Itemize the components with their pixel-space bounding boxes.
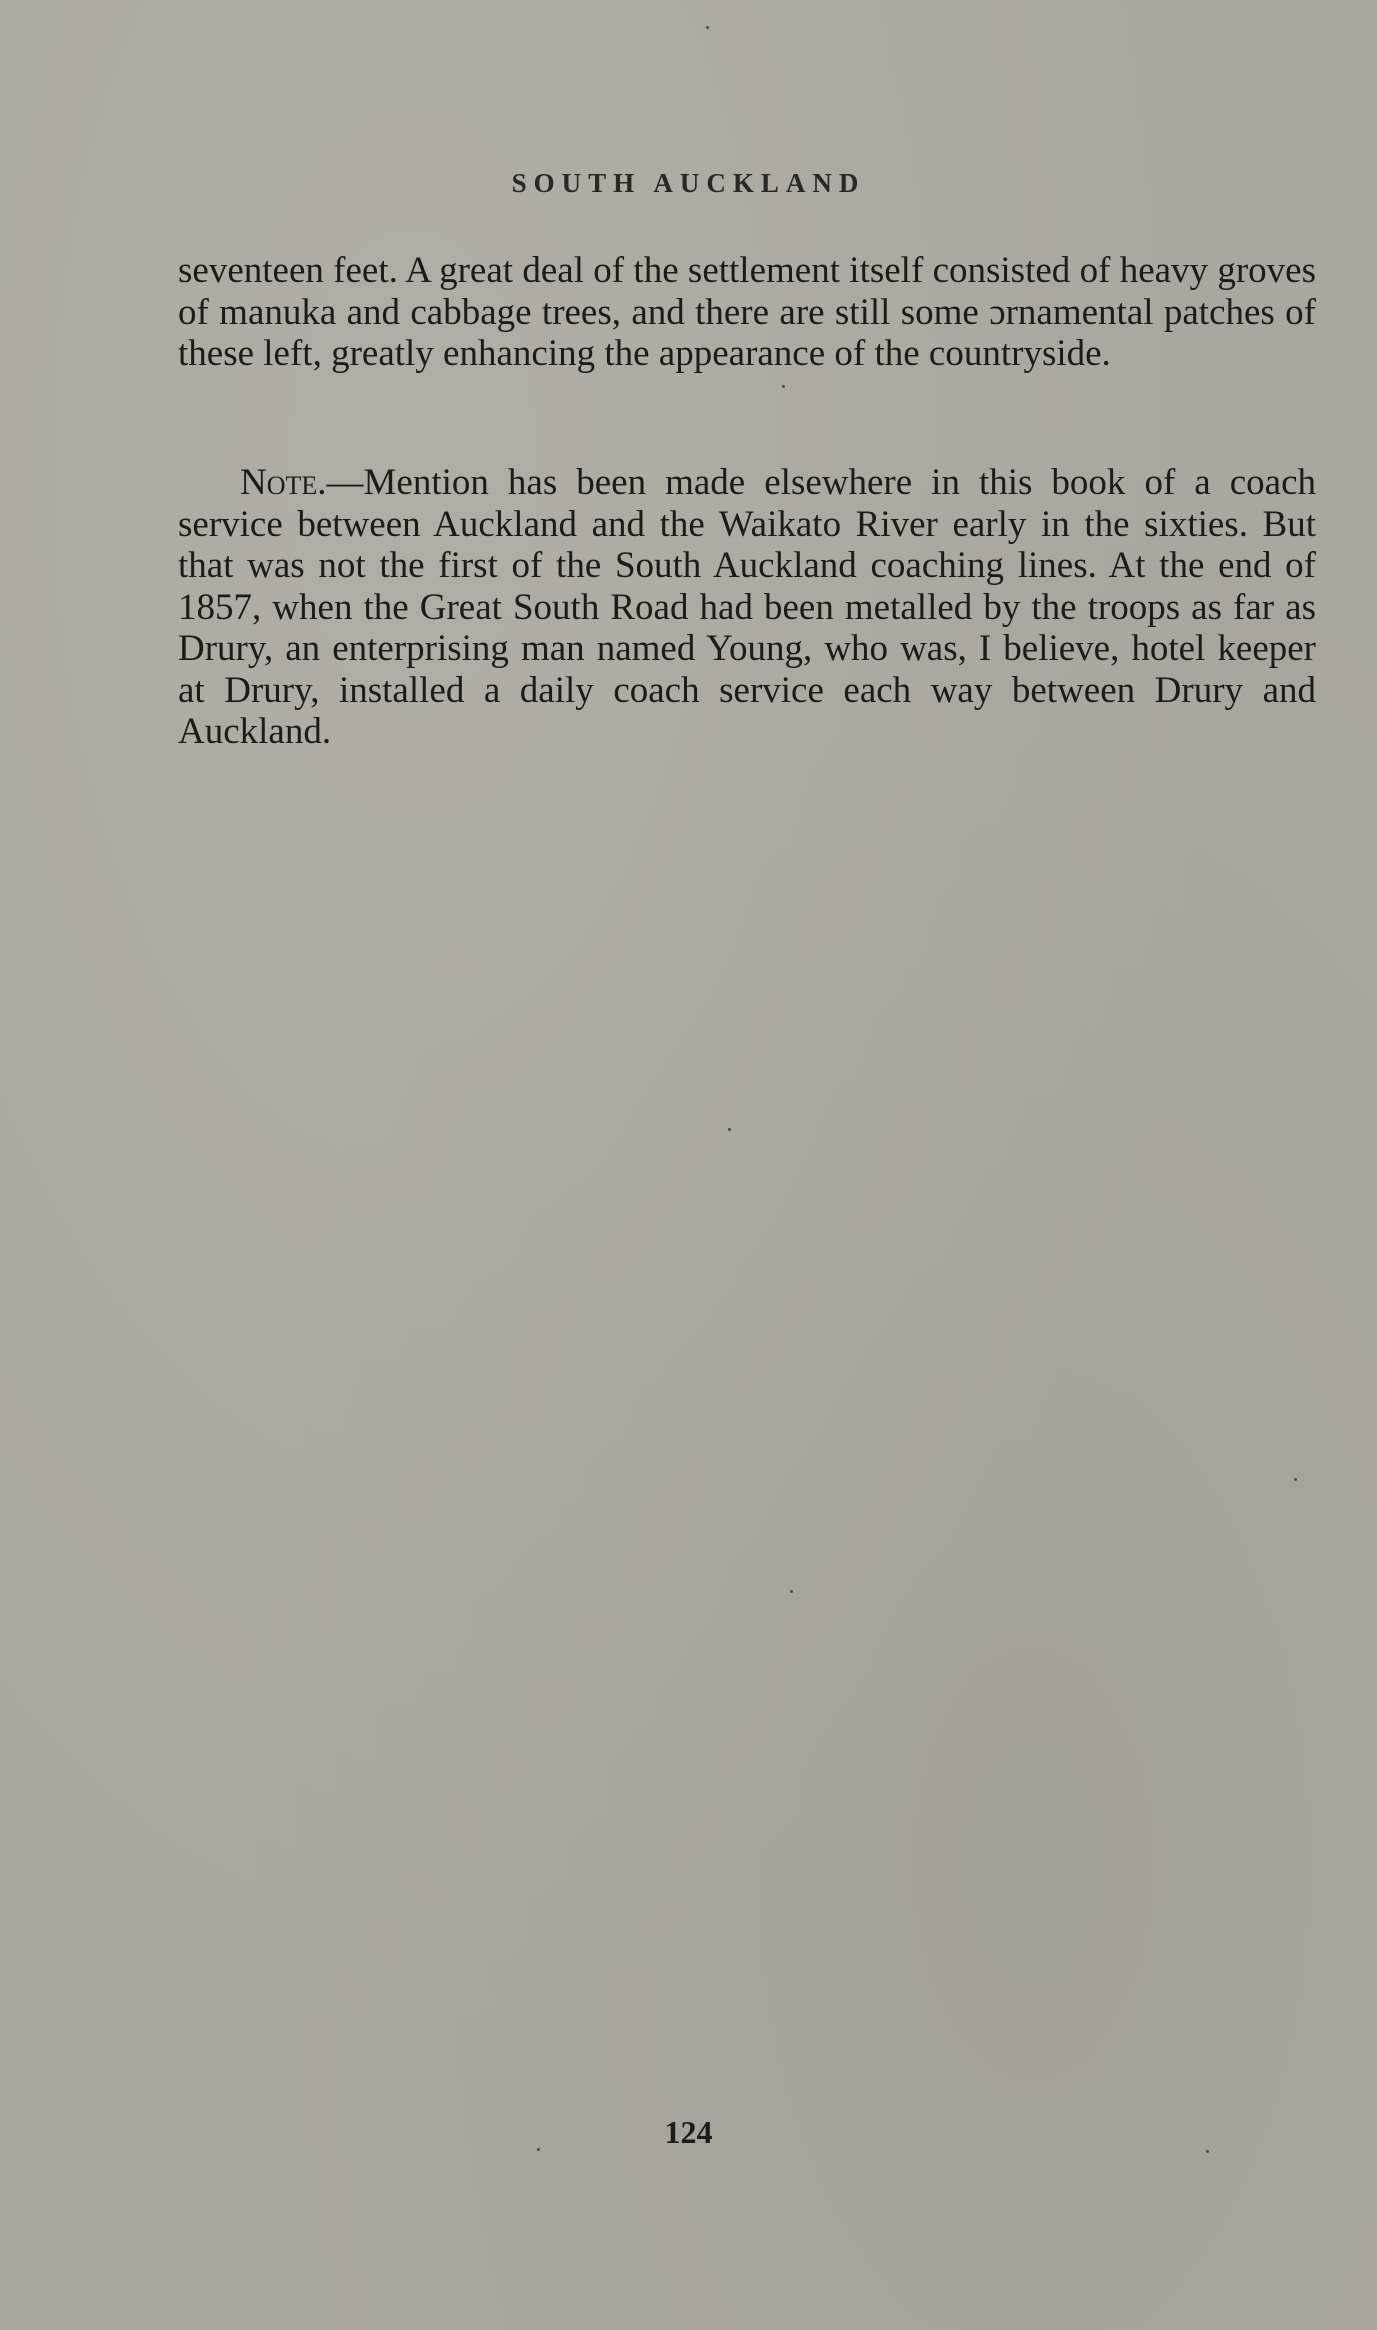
note-paragraph xyxy=(178,462,1316,753)
note-text: —Mention has been made elsewhere in this book of a coach service between Auckland and the Waikato River early in the sixties. But that was not the first of the South Auckland coaching lines. At the end of 1857, when the Great South Road had been metalled by the troops as far as Drury, an enterprising man named Young, who was, I believe, hotel keeper at Drury, installed a daily coach service each way between Drury and Auckland. xyxy=(178,462,1316,752)
body-paragraph-2 xyxy=(178,462,1316,753)
paper-speck xyxy=(790,1590,793,1593)
body-paragraph-1 xyxy=(178,250,1316,375)
paper-speck xyxy=(706,26,709,29)
page-number: 124 xyxy=(664,2114,713,2150)
paper-speck xyxy=(782,385,785,388)
paper-speck xyxy=(728,1128,731,1131)
note-lead: Note. xyxy=(240,462,327,503)
paper-speck xyxy=(537,2148,540,2151)
paper-speck xyxy=(1206,2150,1209,2153)
running-head: SOUTH AUCKLAND xyxy=(511,168,866,198)
paper-speck xyxy=(1294,1478,1297,1481)
paragraph-text: seventeen feet. A great deal of the settlement itself consisted of heavy groves of manuka and cabbage trees, and there are still some ɔrnamental patches of these left, greatly enhancing the appearance of the countryside. xyxy=(178,250,1316,374)
